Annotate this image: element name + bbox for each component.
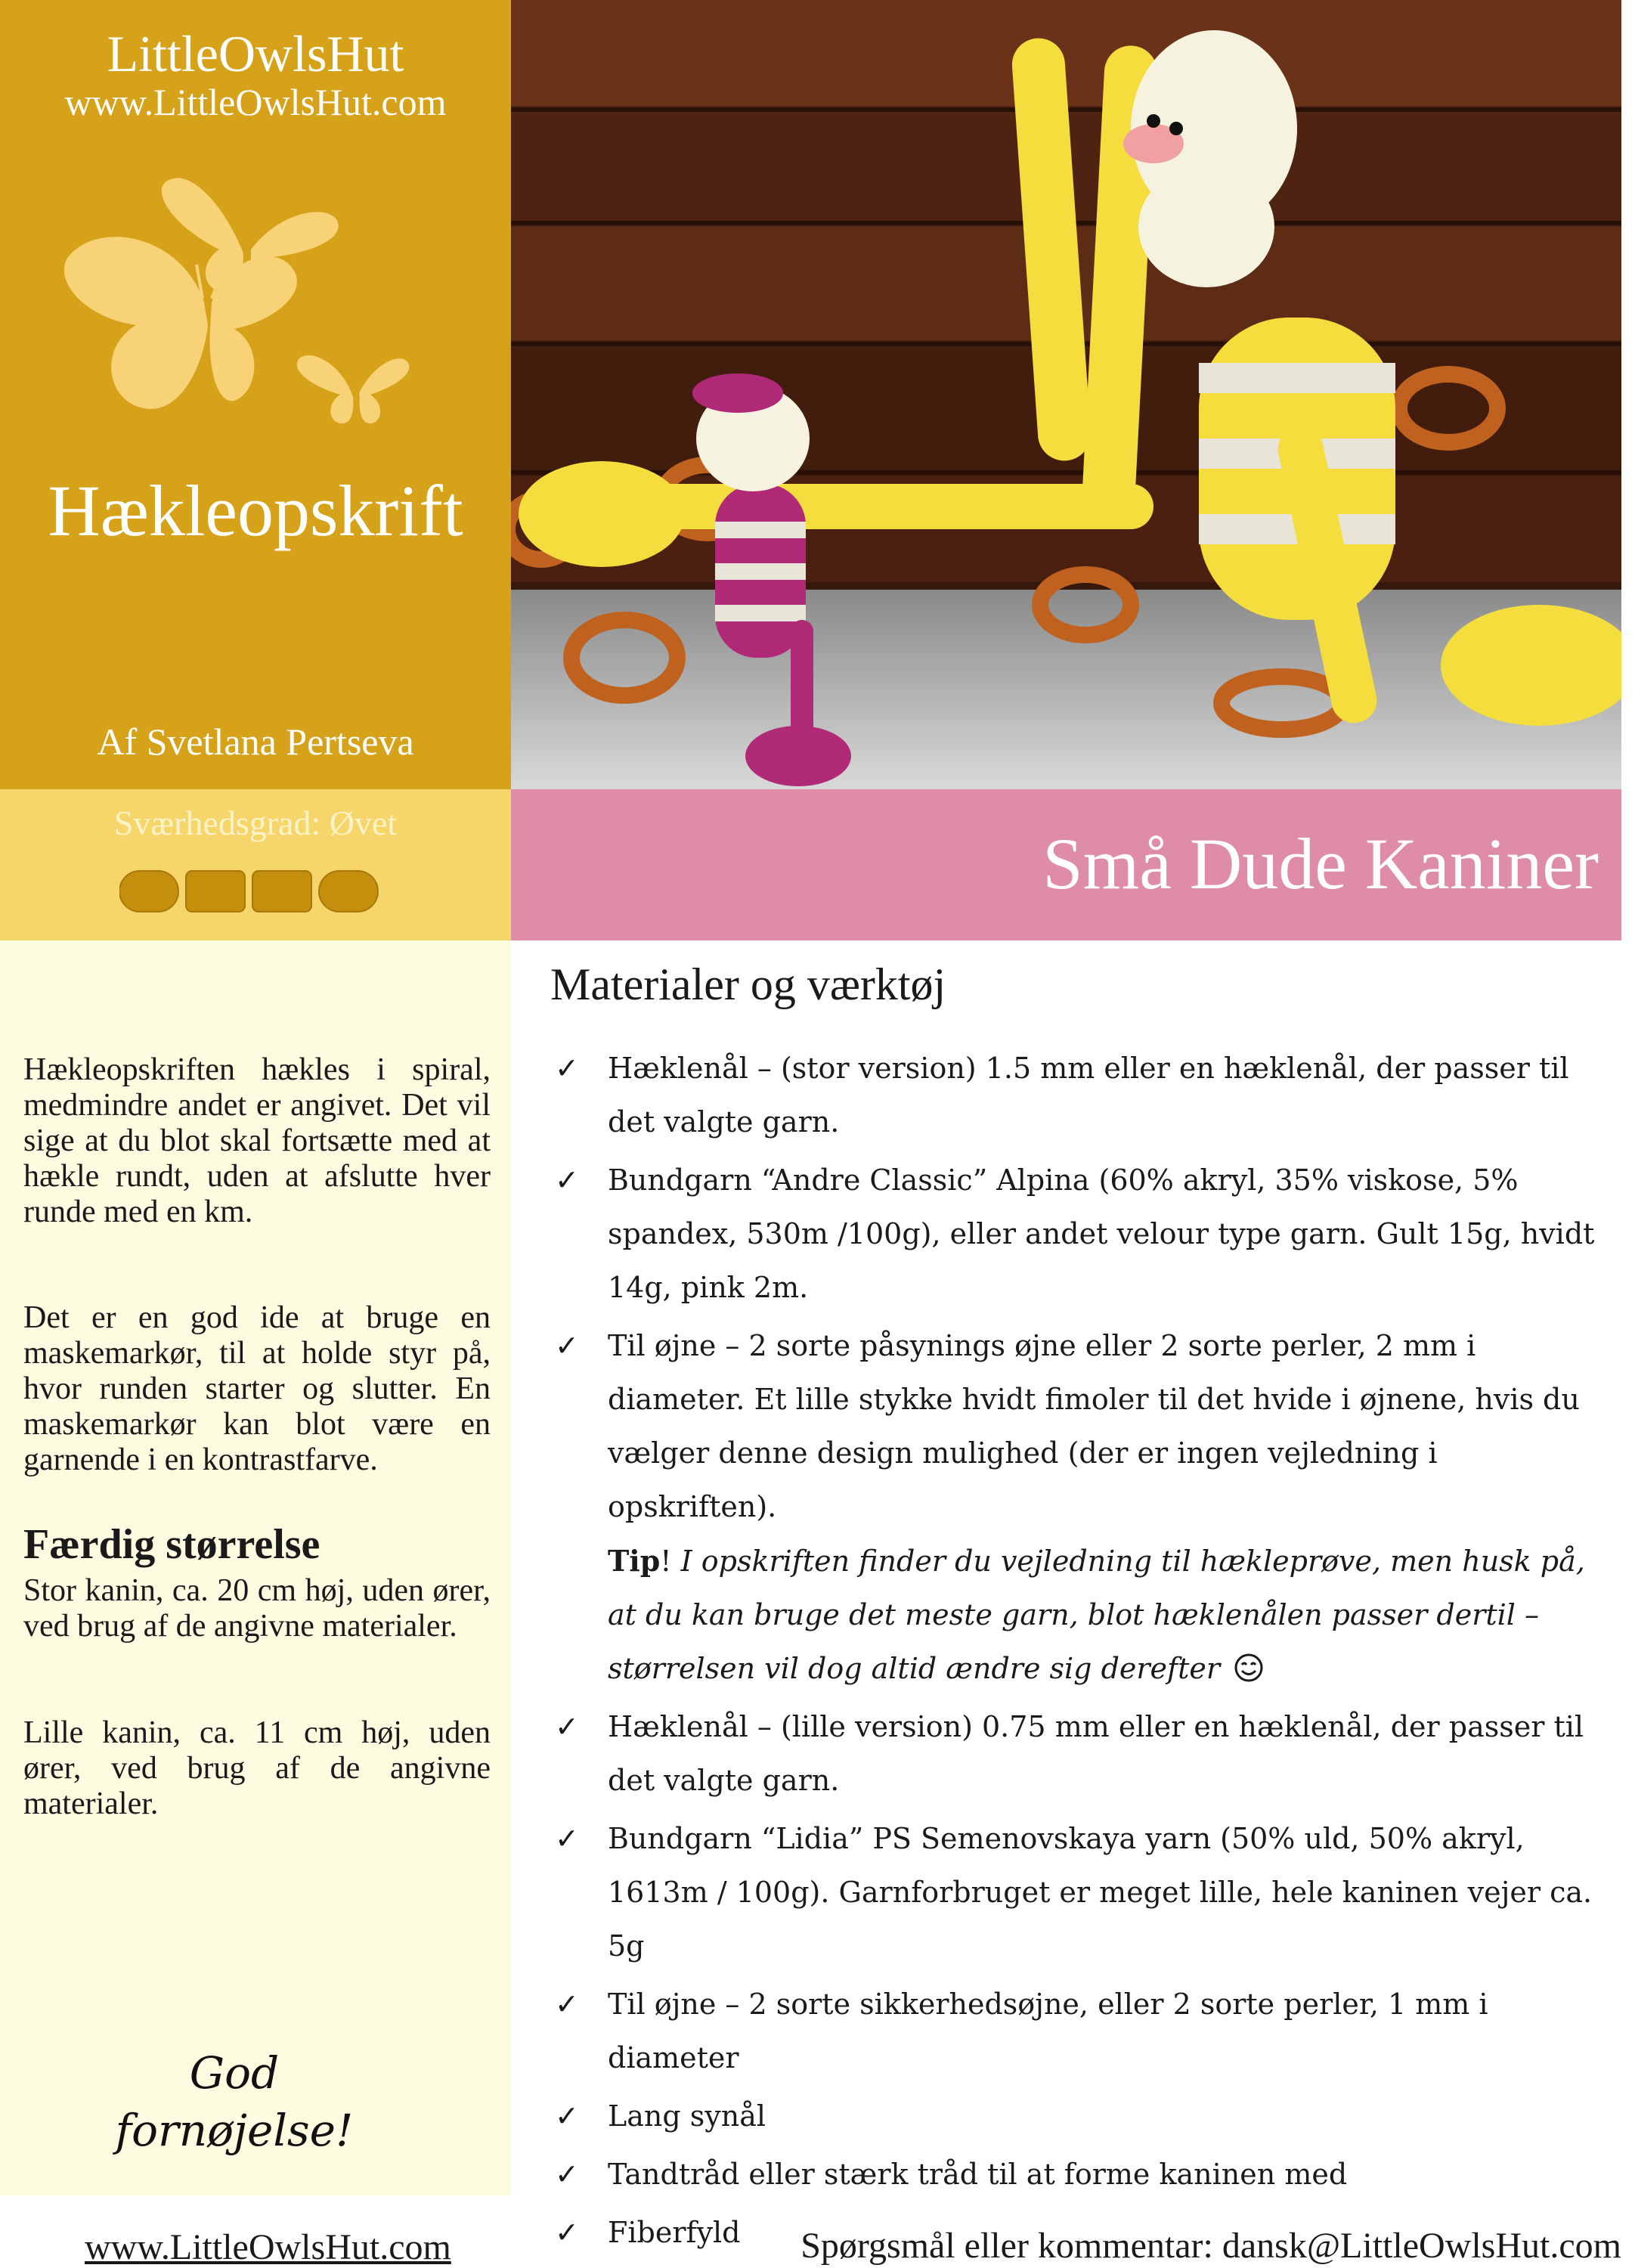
list-item: [555, 1319, 1613, 1696]
material-text: Hæklenål – (lille version) 0.75 mm eller en hæklenål, der passer til det valgte garn.: [608, 1710, 1584, 1797]
tip: [608, 1534, 1613, 1696]
material-text: Bundgarn “Andre Classic” Alpina (60% akryl, 35% viskose, 5% spandex, 530m /100g), eller andet velour type garn. Gult 15g, hvidt 14g, pink 2m.: [608, 1163, 1595, 1304]
footer-url[interactable]: www.LittleOwlsHut.com: [85, 2227, 451, 2267]
difficulty-segment: [119, 871, 178, 912]
material-text: Tandtråd eller stærk tråd til at forme kaninen med: [608, 2158, 1348, 2191]
materials-list: [555, 1042, 1613, 2264]
check-icon: ✓: [555, 2158, 579, 2191]
material-text: Til øjne – 2 sorte sikkerhedsøjne, eller 2 sorte perler, 1 mm i diameter: [608, 1988, 1488, 2074]
author: Af Svetlana Pertseva: [97, 720, 414, 763]
check-icon: ✓: [555, 1710, 579, 1743]
list-item: [555, 2148, 1613, 2201]
list-item: [555, 1042, 1613, 1149]
tip-punct: !: [660, 1545, 672, 1578]
list-item: [555, 2090, 1613, 2143]
butterflies-icon: [53, 144, 461, 476]
brand-name: LittleOwlsHut: [107, 25, 404, 82]
check-icon: ✓: [555, 1822, 579, 1855]
size-small: Lille kanin, ca. 11 cm høj, uden ører, ved brug af de angivne materialer.: [23, 1715, 491, 1821]
check-icon: ✓: [555, 1329, 579, 1362]
tip-text: I opskriften finder du vejledning til hækleprøve, men husk på, at du kan bruge det meste garn, blot hæklenålen passer dertil – størrelsen vil dog altid ændre sig derefter: [608, 1545, 1585, 1685]
closing-line-1: God: [189, 2047, 280, 2099]
difficulty-segment: [319, 871, 378, 912]
list-item: [555, 1154, 1613, 1315]
check-icon: ✓: [555, 1988, 579, 2021]
list-item: [555, 1978, 1613, 2085]
footer-contact[interactable]: Spørgsmål eller kommentar: dansk@LittleOwlsHut.com: [800, 2226, 1621, 2266]
title-bar: [511, 789, 1621, 940]
check-icon: ✓: [555, 2099, 579, 2133]
smiley-icon: [1234, 1653, 1264, 1683]
marker-note: Det er en god ide at bruge en maskemarkør, til at holde styr på, hvor runden starter og slutter. En maskemarkør kan blot være en garnende i en kontrastfarve.: [23, 1300, 491, 1477]
document-type: Hækleopskrift: [48, 470, 463, 551]
spiral-note: Hækleopskriften hækles i spiral, medmindre andet er angivet. Det vil sige at du blot skal fortsætte med at hækle rundt, uden at afslutte hver runde med en km.: [23, 1052, 491, 1229]
brand-url[interactable]: www.LittleOwlsHut.com: [64, 81, 447, 123]
difficulty-panel: [0, 789, 511, 940]
list-item: [555, 1812, 1613, 1973]
size-large: Stor kanin, ca. 20 cm høj, uden ører, ved brug af de angivne materialer.: [23, 1573, 491, 1644]
hero-photo: [511, 0, 1621, 789]
pattern-title: Små Dude Kaniner: [1042, 823, 1599, 904]
materials-heading: Materialer og værktøj: [550, 959, 946, 1009]
size-heading: Færdig størrelse: [23, 1521, 320, 1568]
brand-header: [0, 0, 511, 789]
check-icon: ✓: [555, 1163, 579, 1197]
difficulty-label: Sværhedsgrad: Øvet: [113, 804, 398, 842]
material-text: Til øjne – 2 sorte påsynings øjne eller 2 sorte perler, 2 mm i diameter. Et lille stykke hvidt fimoler til det hvide i øjnene, hvis du vælger denne design mulighed (der er ingen vejledning i opskriften).: [608, 1329, 1580, 1523]
difficulty-segment: [186, 871, 245, 912]
difficulty-segment: [252, 871, 311, 912]
material-text: Hæklenål – (stor version) 1.5 mm eller en hæklenål, der passer til det valgte garn.: [608, 1052, 1569, 1139]
sidebar: [0, 940, 511, 2195]
difficulty-indicator: [119, 865, 381, 918]
closing-line-2: fornøjelse!: [115, 2105, 354, 2156]
material-text: Fiberfyld: [608, 2216, 741, 2249]
material-text: Lang synål: [608, 2099, 766, 2133]
list-item: [555, 1700, 1613, 1808]
closing-greeting: [76, 2044, 393, 2159]
check-icon: ✓: [555, 2216, 579, 2249]
material-text: Bundgarn “Lidia” PS Semenovskaya yarn (50% uld, 50% akryl, 1613m / 100g). Garnforbruget er meget lille, hele kaninen vejer ca. 5g: [608, 1822, 1593, 1963]
crochet-bunnies-photo: [511, 0, 1621, 789]
check-icon: ✓: [555, 1052, 579, 1085]
tip-label: Tip: [608, 1544, 661, 1578]
